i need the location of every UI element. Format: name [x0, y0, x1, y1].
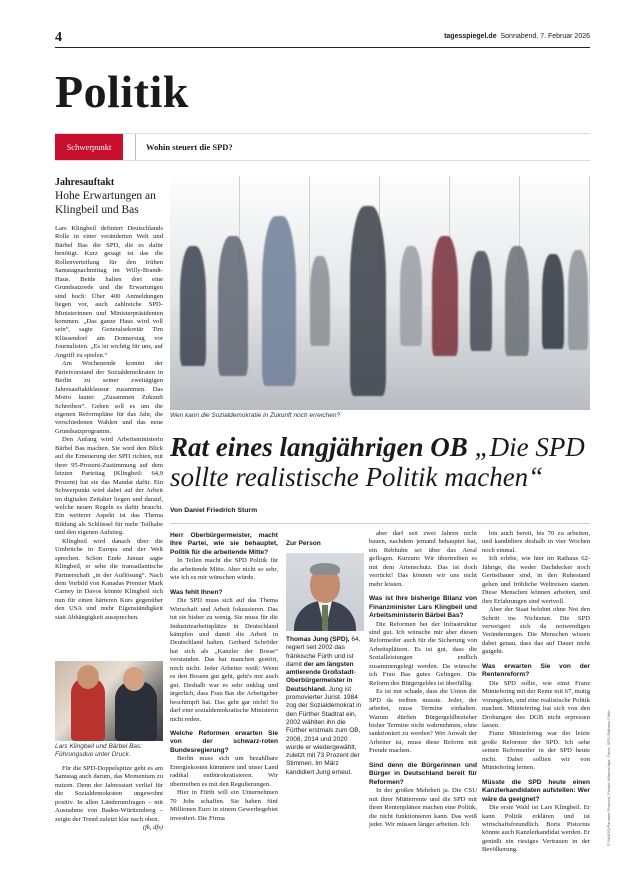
site-name[interactable]: tagesspiegel.de: [444, 33, 497, 40]
photo-credit: © IMAGO/Panama Pictures, Picture Alliance/dpa; Fotos: SPD-Rathaus Fürth: [606, 710, 611, 846]
left-headline: Hohe Erwartungen an Klingbeil und Bas: [55, 190, 156, 216]
paragraph: Klingbeil wird danach über die Umbrüche in Europa und der Welt sprechen. Schon Ende Januar sagte Klingbeil, er sehe die transatlantische Partnerschaft „in der Auflösung“. Nach dem Vorbild von Kanadas Premier Mark Carney in Davos könnte Klingbeil sich nun für einen härteren Kurs gegenüber den USA und mehr Eigenständigkeit statt Abhängigkeit aussprechen.: [55, 537, 163, 621]
topic-title: Wohin steuert die SPD?: [135, 134, 233, 160]
headline-kicker: Rat eines langjährigen OB: [170, 432, 468, 462]
answer: Aber der Staat belohnt ohne Not den Schritt ins Nichtstun. Die SPD verweigert sich da notwendigen Veränderungen. Die Menschen wissen dabei genau, dass das auf Dauer nicht gutgeht.: [482, 606, 590, 656]
answer: Ich erlebe, wie hier im Rathaus 62-Jährige, die weder Dachdecker noch Gerüstbauer sind, in den Ruhestand gehen und fröhliche Weltreisen starten. Diese Menschen können arbeiten, und ihre Erfahrungen sind wertvoll.: [482, 555, 590, 605]
answer: Die SPD sollte, wie einst Franz Müntefering mit der Rente mit 67, mutig vorangehen, und eine realistische Politik machen. Müntefering hat sich von den Drohungen des DGB nicht erpressen lassen.: [482, 679, 590, 729]
question: Was ist Ihre bisherige Bilanz von Finanzminister Lars Klingbeil und Arbeitsministerin Bärbel Bas?: [369, 595, 477, 620]
answer: aber darf seit zwei Jahren nicht bauen, nachdem jemand behauptet hat, ein Rebhuhn sei über das Areal geflogen. Kurzum: Wir übertreiben es mit dem Artenschutz. Das ist doch verrückt! Das können wir uns nicht mehr leisten.: [369, 530, 477, 588]
left-article-continued: [55, 765, 163, 833]
author-initials: (fk, dfs): [142, 824, 163, 832]
klingbeil-bas-photo: [55, 661, 163, 741]
person-box-heading: Zur Person: [286, 540, 321, 547]
interview-column-4: [482, 530, 590, 855]
interview-column-3: [369, 530, 477, 829]
paragraph: Am Wochenende kommt der Parteivorstand der Sozialdemokraten in Berlin zu seiner zweitägigen Jahresauftaktklausur zusammen. Das Motto lautet: „Zusammen Zukunft Schreiben“. Gehen soll es um die eigenen Reformpläne für das Jahr, die verschiedenen Wahlen und das neue Grundsatzprogramm.: [55, 360, 163, 435]
answer: Franz Müntefering war der letzte große Reformer der SPD. Ich sehe seinen Reformeifer in der SPD heute nicht. Dabei sollten wir von Müntefering lernen.: [482, 730, 590, 772]
header-rule: [55, 47, 590, 48]
question: Herr Oberbürgermeister, macht Ihre Partei, wie sie behauptet, Politik für die arbeitende Mitte?: [170, 532, 278, 556]
interview-column-1: [170, 530, 278, 823]
page-number: 4: [55, 30, 62, 45]
question: Welche Reformen erwarten Sie von der schwarz-roten Bundesregierung?: [170, 729, 278, 754]
topic-badge: Schwerpunkt: [55, 134, 123, 160]
left-kicker: Jahresauftakt: [55, 177, 115, 188]
answer: Es ist nur schade, dass die Union die SPD da treiben musste. Jeder, der arbeitet, muss Termine einhalten. Warum dürften Bürgergeldbezieher bisher Termine nicht wahrnehmen, ohne sanktioniert zu werden? Wer Anwalt der Arbeiter ist, muss diese Reform mit Freude machen.: [369, 688, 477, 755]
left-article: [55, 176, 163, 622]
divider: [170, 523, 590, 524]
topic-bar: [55, 133, 590, 161]
headline-quote: „Die SPD sollte realistische Politik machen“: [170, 432, 585, 492]
paragraph: Lars Klingbeil definiert Deutschlands Rolle in einer veränderten Welt und Bärbel Bas die SPD, die es dafür benötigt. Kurz gesagt ist das die Rollenverteilung für den frühen Samstagnachmittag im Willy-Brandt-Haus. Beide halten dort eine Grundsatzrede und die Erwartungen sind hoch: Über 400 Anmeldungen liegen vor, auch zahlreiche SPD-Ministerinnen und Ministerpräsidenten kommen. „Das ganze Haus wird voll sein“, sagte Generalsekretär Tim Klüssendorf am Donnerstag vor Journalisten. „Es ist wichtig für uns, auf Angriff zu spielen.“: [55, 225, 163, 359]
answer: Die Reformen bei der Infrastruktur sind gut. Ich wünsche mir aber diesen Reformeifer auch für die Sicherung von Arbeitsplätzen. Es ist gut, dass die Sozialleistungen endlich zusammengelegt werden. Da wünsche ich Frau Bas gutes Gelingen. Die Reform des Bürgergeldes ist überfällig.: [369, 620, 477, 687]
page-header: [55, 30, 590, 46]
question: Was fehlt Ihnen?: [170, 588, 223, 596]
answer: Die SPD muss sich auf das Thema Wirtschaft und Arbeit fokussieren. Das tut sie bisher zu wenig. Sie muss für die Industriearbeitsplätze in Deutschland kämpfen und damit die Arbeit in Deutschland halten. Gerhard Schröder hat sich als „Kanzler der Bosse“ verstanden. Das hat manchen gestört, mich nicht. Jeder Arbeiter weiß: Wenn es den Bossen gut geht, geht's mir auch gut. Deshalb war es sehr unklug und ärgerlich, dass Frau Bas die Arbeitgeber beschimpft hat. Das geht gar nicht! So darf eine sozialdemokratische Ministerin nicht reden.: [170, 597, 278, 723]
question: Sind denn die Bürgerinnen und Bürger in Deutschland bereit für Reformen?: [369, 761, 477, 786]
answer: Berlin muss sich um bezahlbare Energiekosten kümmern und unser Land radikal entbürokratisieren. Wir übertreiben es mit den Regulierungen.: [170, 755, 278, 788]
answer: In der großen Mehrheit ja. Die CSU mit ihrer Mütterrente und die SPD mit ihren Rentenplänen machen eine Politik, die nicht funktionieren kann. Das weiß jeder. Wir müssen länger arbeiten. Ich: [369, 787, 477, 828]
left-photo-caption: Lars Klingbeil und Bärbel Bas: Führungsduo unter Druck.: [55, 743, 143, 758]
section-title: Politik: [55, 66, 189, 117]
byline: Von Daniel Friedrich Sturm: [170, 507, 258, 514]
left-article-body: [55, 225, 163, 622]
issue-date: Sonnabend, 7. Februar 2026: [500, 33, 590, 40]
masthead: [444, 33, 590, 40]
question: Was erwarten Sie von der Rentenreform?: [482, 662, 590, 679]
answer: In Teilen macht die SPD Politik für die arbeitende Mitte. Aber nicht so sehr, wie ich es mir wünschen würde.: [170, 557, 278, 582]
main-photo-caption: Wen kann die Sozialdemokratie in Zukunft noch erreichen?: [170, 412, 341, 419]
question: Müsste die SPD heute einen Kanzlerkandidaten aufstellen: Wer wäre da geeignet?: [482, 778, 590, 803]
crowd-photo: [170, 176, 590, 410]
answer: Hier in Fürth will ein Unternehmen 70 Jobs schaffen. Sie haben fünf Millionen Euro in einem Gewerbegebiet investiert. Die Firma: [170, 789, 278, 822]
answer: Die erste Wahl ist Lars Klingbeil. Er kann Politik erklären und ist wirtschaftsfreundlich. Boris Pistorius könnte auch Kanzlerkandidat werden. Er genießt ein riesiges Vertrauen in der Bevölkerung.: [482, 804, 590, 854]
thomas-jung-portrait: [286, 553, 364, 631]
paragraph: Für die SPD-Doppelspitze geht es am Samstag auch darum, das Momentum zu nutzen. Denn der Jahresstart verlief für die Sozialdemokraten ungewohnt positiv. In allen Länderumfragen – mit Ausnahme von Baden-Württemberg – zeigte der Trend zuletzt klar nach oben.: [55, 765, 163, 823]
person-name: Thomas Jung (SPD),: [286, 636, 350, 643]
main-headline: [170, 432, 600, 492]
paragraph: Den Anfang wird Arbeitsministerin Bärbel Bas machen. Sie wird den Blick auf die Erneuerung der SPD richten, mit ihrer 95-Prozent-Zustimmung auf dem letzten Parteitag (Klingbeil: 64,9 Prozent) hat sie das Mandat dafür. Ein Schwerpunkt wird dabei auf der Arbeit im digitalen Zeitalter liegen und darauf, welche neuen Regeln es dafür braucht. Ein weiterer Aspekt ist das Thema Bildung als Schlüssel für mehr Teilhabe und den eigenen Aufstieg.: [55, 436, 163, 537]
person-bio: Thomas Jung (SPD), 64, regiert seit 2002 das fränkische Fürth und ist damit der am längsten amtierende Großstadt-Oberbürgermeister in Deutschland. Jung ist promovierter Jurist. 1984 zog der Sozialdemokrat in den Fürther Stadtrat ein, 2002 wählten ihn die Fürther erstmals zum OB, 2008, 2014 und 2020 wurde er wiedergewählt, zuletzt mit 73 Prozent der Stimmen. Im März kandidiert Jung erneut.: [286, 636, 362, 776]
answer: bin auch bereit, bis 70 zu arbeiten, und kandidiere deshalb in vier Wochen noch einmal.: [482, 530, 590, 554]
